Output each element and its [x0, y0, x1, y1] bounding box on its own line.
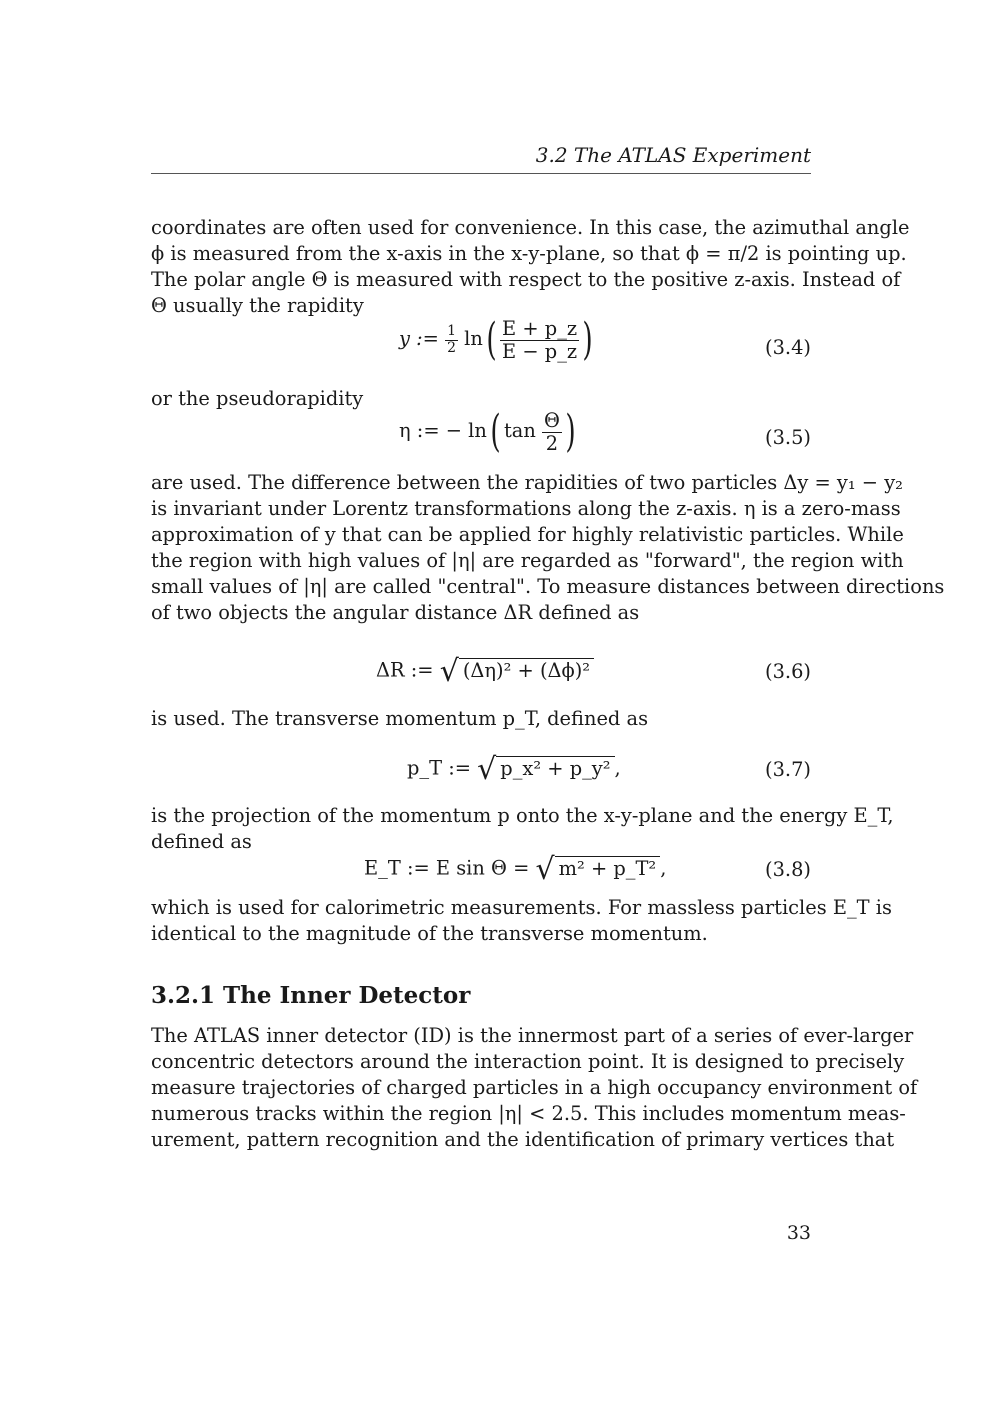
text-line: concentric detectors around the interaction point. It is designed to precisely	[151, 1050, 905, 1073]
equation-number: (3.4)	[765, 336, 811, 359]
eq-denominator: 2	[545, 431, 559, 455]
eq-lhs: y :=	[399, 327, 439, 350]
header-rule	[151, 173, 811, 174]
equation-number: (3.7)	[765, 758, 811, 781]
sqrt-symbol: √	[477, 752, 497, 787]
text-line: urement, pattern recognition and the identification of primary vertices that	[151, 1128, 895, 1151]
eq-denominator: E − p_z	[502, 339, 578, 363]
text-line: are used. The difference between the rapidities of two particles Δy = y₁ − y₂	[151, 471, 903, 494]
equation-number: (3.8)	[765, 858, 811, 881]
text-line: measure trajectories of charged particles in a high occupancy environment of	[151, 1076, 918, 1099]
eq-radicand: m² + p_T²	[555, 856, 661, 880]
eq-lhs: p_T :=	[407, 756, 471, 780]
paragraph-calorimetric	[151, 895, 892, 947]
equation-3-6	[151, 650, 811, 690]
equation-3-8	[151, 850, 811, 890]
text-line: identical to the magnitude of the transverse momentum.	[151, 922, 708, 945]
equation-number: (3.5)	[765, 426, 811, 449]
eq-tail: ,	[660, 856, 667, 880]
eq-lhs: η := − ln	[399, 419, 487, 442]
text-line: is invariant under Lorentz transformations along the z-axis. η is a zero-mass	[151, 497, 901, 520]
equation-3-5: η := − ln( tan $\frac{\Theta}{2}$ ) (3.5)	[399, 406, 811, 457]
text-line: ϕ is measured from the x-axis in the x-y-plane, so that ϕ = π/2 is pointing up.	[151, 242, 907, 265]
eq-tan: tan	[504, 419, 536, 442]
eq-radicand: p_x² + p_y²	[496, 756, 614, 780]
text-line: which is used for calorimetric measurements. For massless particles E_T is	[151, 896, 892, 919]
paragraph-rapidity	[151, 470, 945, 626]
text-line: defined as	[151, 830, 252, 853]
text-line: or the pseudorapidity	[151, 387, 364, 410]
sqrt-symbol: √	[535, 852, 555, 887]
text-line: The polar angle Θ is measured with respect to the positive z-axis. Instead of	[151, 268, 901, 291]
text-line: approximation of y that can be applied for highly relativistic particles. While	[151, 523, 904, 546]
text-line: of two objects the angular distance ΔR defined as	[151, 601, 640, 624]
equation-3-4: y := $\frac{1}{2}$ ln( $\frac{E + p\_z}{E - p\_z}$ ) (3.4)	[399, 314, 811, 365]
text-line: is used. The transverse momentum p_T, defined as	[151, 707, 649, 730]
eq-numerator: E + p_z	[502, 317, 578, 341]
eq-tail: ,	[614, 756, 621, 780]
text-line: numerous tracks within the region |η| < 2.5. This includes momentum meas-	[151, 1102, 906, 1125]
text-pseudorapidity	[151, 386, 811, 412]
page-number: 33	[786, 1222, 811, 1244]
eq-lhs: ΔR :=	[376, 658, 434, 682]
text-line: the region with high values of |η| are regarded as "forward", the region with	[151, 549, 904, 572]
equation-number: (3.6)	[765, 660, 811, 683]
eq-half-numerator: 1	[447, 323, 456, 340]
text-line: Θ usually the rapidity	[151, 294, 364, 317]
eq-radicand: (Δη)² + (Δϕ)²	[459, 658, 594, 682]
paragraph-inner-detector	[151, 1023, 918, 1153]
text-transverse	[151, 706, 811, 732]
text-line: The ATLAS inner detector (ID) is the innermost part of a series of ever-larger	[151, 1024, 914, 1047]
text-line: coordinates are often used for convenience. In this case, the azimuthal angle	[151, 216, 910, 239]
sqrt-symbol: √	[439, 654, 459, 689]
eq-numerator: Θ	[544, 409, 560, 433]
paragraph-coordinates	[151, 215, 910, 319]
equation-3-7	[151, 750, 811, 790]
paragraph-projection	[151, 803, 894, 855]
eq-half-denominator: 2	[447, 339, 456, 356]
eq-ln: ln	[464, 327, 483, 350]
eq-lhs: E_T := E sin Θ =	[364, 856, 530, 880]
section-heading: 3.2.1 The Inner Detector	[151, 982, 471, 1009]
text-line: is the projection of the momentum p onto the x-y-plane and the energy E_T,	[151, 804, 894, 827]
running-header: 3.2 The ATLAS Experiment	[535, 143, 811, 167]
text-line: small values of |η| are called "central". To measure distances between directions	[151, 575, 945, 598]
